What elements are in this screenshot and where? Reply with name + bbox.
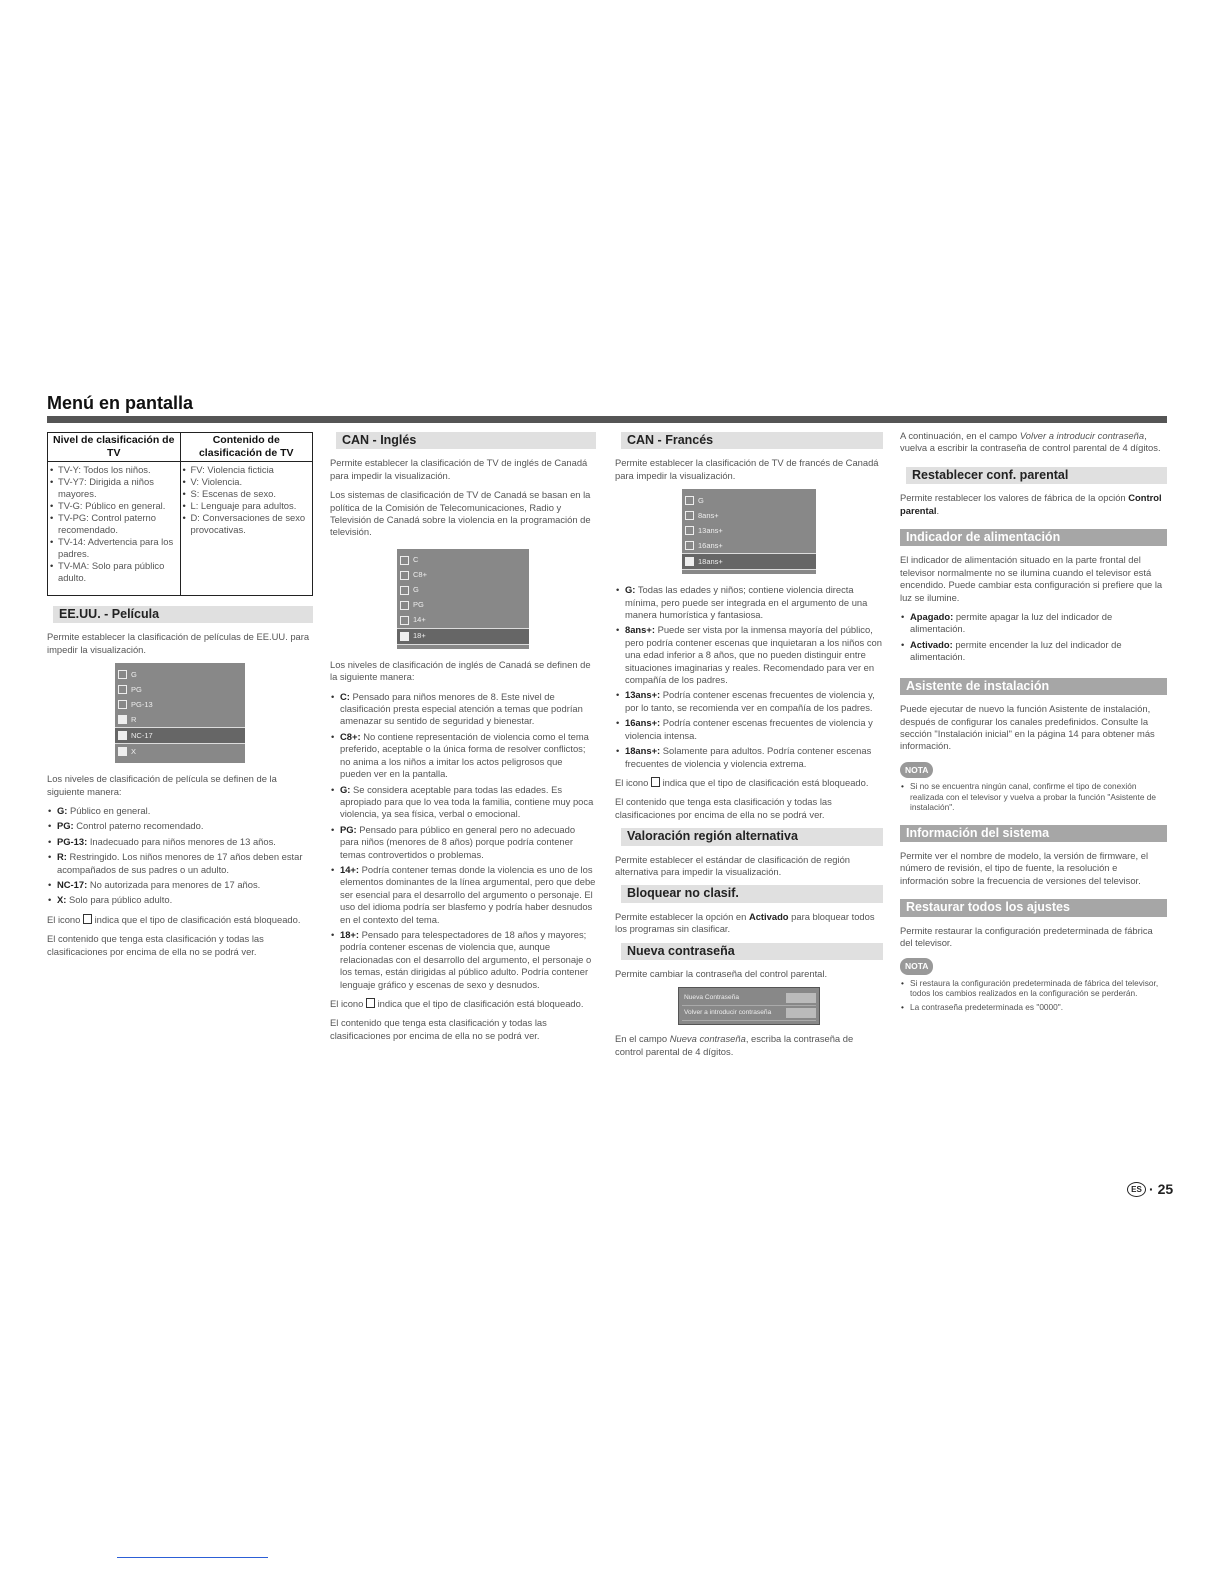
definition-term: X: bbox=[57, 894, 67, 906]
definition-text: Solo para público adulto. bbox=[68, 894, 173, 906]
block-unrated-text bbox=[615, 911, 883, 936]
lock-note bbox=[330, 998, 596, 1010]
definition-term: 8ans+: bbox=[625, 624, 655, 636]
lock-note bbox=[615, 777, 883, 789]
confirm-password-label: Volver a introducir contraseña bbox=[684, 1009, 772, 1017]
definition-text: Restringido. Los niños menores de 17 años deben estar acompañados de sus padres o un adulto. bbox=[57, 851, 303, 875]
menu-item-label: C bbox=[413, 555, 419, 565]
rating-table-header-content: Contenido de clasificación de TV bbox=[180, 433, 313, 462]
page-number-value: 25 bbox=[1157, 1181, 1174, 1197]
checkbox-icon bbox=[685, 526, 694, 535]
definition-item bbox=[47, 820, 313, 832]
menu-item-pg13[interactable] bbox=[115, 697, 245, 712]
lock-icon bbox=[651, 777, 660, 787]
definition-item bbox=[47, 851, 313, 876]
column-4 bbox=[900, 430, 1167, 1019]
note-item: • La contraseña predeterminada es "0000". bbox=[900, 1002, 1167, 1013]
rating-levels-cell bbox=[48, 462, 181, 596]
usa-movie-defs-intro: Los niveles de clasificación de película se definen de la siguiente manera: bbox=[47, 773, 277, 797]
definition-item bbox=[615, 624, 883, 686]
menu-item-label: 18+ bbox=[413, 631, 426, 641]
reset-parental-post: . bbox=[936, 504, 940, 516]
definition-term: PG: bbox=[57, 820, 74, 832]
rating-content-item: • FV: Violencia ficticia bbox=[183, 464, 311, 476]
new-password-outro bbox=[615, 1033, 883, 1058]
definition-text: Podría contener escenas frecuentes de violencia y, por lo tanto, se recomienda ver en compañía de los padres. bbox=[625, 689, 875, 713]
usa-movie-outro: El contenido que tenga esta clasificación y todas las clasificaciones por encima de ella no se podrá ver. bbox=[47, 933, 264, 957]
power-indicator-options bbox=[900, 611, 1167, 664]
rating-level-item: • TV-PG: Control paterno recomendado. bbox=[50, 512, 178, 536]
rating-level-item: • TV-14: Advertencia para los padres. bbox=[50, 536, 178, 560]
definition-item bbox=[330, 929, 596, 991]
option-term: Apagado: bbox=[910, 611, 954, 623]
menu-item-label: PG bbox=[413, 600, 424, 610]
definition-text: No contiene representación de violencia como el tema preferido, aceptable o la única forma de resolver conflictos; no anima a los niños a imitar los actos peligrosos que pueden ver en la pantalla. bbox=[340, 730, 589, 780]
menu-item-label: 13ans+ bbox=[698, 525, 723, 535]
lock-icon bbox=[400, 632, 409, 641]
block-unrated-post: para bloquear todos los programas sin clasificar. bbox=[615, 910, 875, 935]
confirm-password-em: Volver a introducir contraseña bbox=[1019, 430, 1145, 441]
lock-note-pre: El icono bbox=[47, 913, 81, 925]
definition-text: Puede ser vista por la inmensa mayoría del público, pero podría contener escenas que inquietaran a los niños con una edad inferior a 8 años, que no pueden distinguir entre situaciones imaginarias y reales. Recomendado para ver en compañía de los padres. bbox=[625, 624, 882, 686]
rating-table bbox=[47, 432, 313, 596]
definition-item bbox=[615, 745, 883, 770]
lock-note-post: indica que el tipo de clasificación está bloqueado. bbox=[94, 913, 301, 925]
menu-item-g[interactable] bbox=[115, 667, 245, 682]
checkbox-icon bbox=[685, 496, 694, 505]
menu-item-label: R bbox=[131, 714, 137, 724]
rating-content-item: • S: Escenas de sexo. bbox=[183, 488, 311, 500]
lock-icon bbox=[685, 557, 694, 566]
checkbox-icon bbox=[118, 700, 127, 709]
lock-icon bbox=[118, 715, 127, 724]
confirm-password-row bbox=[682, 1006, 816, 1021]
definition-item bbox=[47, 805, 313, 817]
menu-item-g[interactable] bbox=[682, 493, 816, 508]
rating-contents-cell bbox=[180, 462, 313, 596]
definition-term: 13ans+: bbox=[625, 689, 661, 701]
menu-item-nc17[interactable] bbox=[115, 727, 245, 744]
lock-note-pre: El icono bbox=[615, 776, 649, 788]
column-3 bbox=[615, 430, 883, 1065]
checkbox-icon bbox=[400, 556, 409, 565]
checkbox-icon bbox=[400, 586, 409, 595]
power-indicator-text: El indicador de alimentación situado en la parte frontal del televisor normalmente no se ilumina cuando el televisor está encendido. Puede cambiar esta configuración si prefiere que la luz se ilumine. bbox=[900, 554, 1163, 603]
page-number bbox=[1127, 1181, 1173, 1197]
system-info-text: Permite ver el nombre de modelo, la versión de firmware, el número de revisión, el tipo de fuente, la resolución e información sobre la frecuencia de versiones del televisor. bbox=[900, 850, 1149, 886]
definition-text: Todas las edades y niños; contiene violencia directa mínima, pero puede ser integrada en el argumento de una manera humorística y fantasiosa. bbox=[625, 584, 868, 621]
menu-item-pg[interactable] bbox=[397, 598, 529, 613]
menu-item-label: NC-17 bbox=[131, 730, 153, 740]
new-password-outro-pre: En el campo bbox=[615, 1033, 668, 1045]
nota-badge: NOTA bbox=[900, 958, 933, 974]
lock-icon bbox=[83, 914, 92, 924]
can-fr-header: CAN - Francés bbox=[615, 432, 883, 449]
can-en-para2: Los sistemas de clasificación de TV de Canadá se basan en la política de la Comisión de Telecomunicaciones, Radio y Televisión de Canadá sobre la violencia en la programación de televisión. bbox=[330, 489, 591, 538]
definition-text: Público en general. bbox=[70, 805, 151, 817]
menu-item-label: 8ans+ bbox=[698, 510, 719, 520]
definition-item bbox=[615, 717, 883, 742]
definition-item bbox=[330, 784, 596, 821]
menu-item-c8[interactable] bbox=[397, 568, 529, 583]
definition-term: PG: bbox=[340, 823, 357, 835]
menu-item-18[interactable] bbox=[397, 628, 529, 645]
new-password-outro-em: Nueva contraseña bbox=[669, 1033, 746, 1045]
can-fr-outro: El contenido que tenga esta clasificación y todas las clasificaciones por encima de ella no se podrá ver. bbox=[615, 796, 832, 820]
checkbox-icon bbox=[118, 670, 127, 679]
confirm-password-text bbox=[900, 430, 1167, 455]
block-unrated-pre: Permite establecer la opción en bbox=[615, 910, 747, 922]
definition-term: 18ans+: bbox=[625, 745, 661, 757]
lock-note-post: indica que el tipo de clasificación está bloqueado. bbox=[662, 776, 869, 788]
can-fr-intro: Permite establecer la clasificación de TV de francés de Canadá para impedir la visualización. bbox=[615, 457, 879, 481]
rating-level-item: • TV-Y7: Dirigida a niños mayores. bbox=[50, 476, 178, 500]
menu-item-c[interactable] bbox=[397, 553, 529, 568]
definition-text: Pensado para público en general pero no adecuado para niños (menores de 8 años) porque podría contener temas controvertidos o problemas. bbox=[340, 823, 576, 860]
reset-parental-text bbox=[900, 492, 1167, 517]
restore-all-text: Permite restaurar la configuración predeterminada de fábrica del televisor. bbox=[900, 924, 1153, 949]
setup-wizard-header: Asistente de instalación bbox=[900, 678, 1167, 695]
new-password-outro-post: , escriba la contraseña de control parental de 4 dígitos. bbox=[615, 1033, 854, 1057]
checkbox-icon bbox=[685, 511, 694, 520]
definition-term: G: bbox=[57, 805, 68, 817]
menu-item-13ans[interactable] bbox=[682, 523, 816, 538]
rating-level-item: • TV-Y: Todos los niños. bbox=[50, 464, 178, 476]
checkbox-icon bbox=[400, 616, 409, 625]
menu-item-r[interactable] bbox=[115, 712, 245, 727]
can-en-defs-intro: Los niveles de clasificación de inglés de Canadá se definen de la siguiente manera: bbox=[330, 658, 591, 683]
menu-item-18ans[interactable] bbox=[682, 553, 816, 570]
definition-text: Pensado para telespectadores de 18 años y mayores; podría contener escenas de violencia que, aunque relacionadas con el desarrollo del argumento, el personaje o los temas, están dirigidas al público adulto. Podría contener lenguaje gráfico y escenas de sexo y desnudos. bbox=[340, 928, 592, 990]
option-text: permite apagar la luz del indicador de alimentación. bbox=[910, 611, 1113, 635]
definition-term: C: bbox=[340, 690, 350, 702]
definition-term: 16ans+: bbox=[625, 717, 661, 729]
note-item: • Si no se encuentra ningún canal, confirme el tipo de conexión realizada con el televisor y vuelva a probar la función "Asistente de instalación". bbox=[900, 781, 1167, 813]
option-text: permite encender la luz del indicador de alimentación. bbox=[910, 638, 1122, 663]
page-title: Menú en pantalla bbox=[47, 393, 194, 413]
usa-movie-header: EE.UU. - Película bbox=[47, 606, 313, 623]
option-item bbox=[900, 611, 1167, 636]
definition-item bbox=[47, 879, 313, 891]
definition-text: Solamente para adultos. Podría contener escenas frecuentes de violencia y violencia extrema. bbox=[625, 745, 872, 769]
setup-wizard-text: Puede ejecutar de nuevo la función Asistente de instalación, después de configurar los canales predefinidos. Consulte la sección "Instalación inicial" en la página 14 para obtener más información. bbox=[900, 703, 1155, 752]
nota-badge: NOTA bbox=[900, 762, 933, 778]
can-en-menu bbox=[397, 549, 529, 649]
definition-item bbox=[330, 731, 596, 781]
menu-item-x[interactable] bbox=[115, 744, 245, 759]
lock-icon bbox=[118, 731, 127, 740]
confirm-password-post: , vuelva a escribir la contraseña de control parental de 4 dígitos. bbox=[900, 430, 1161, 454]
new-password-field[interactable] bbox=[786, 993, 816, 1003]
lock-note-pre: El icono bbox=[330, 998, 364, 1009]
setup-wizard-notes bbox=[900, 781, 1167, 813]
menu-item-label: 14+ bbox=[413, 615, 426, 625]
menu-item-label: PG bbox=[131, 684, 142, 694]
new-password-label: Nueva Contraseña bbox=[684, 994, 739, 1002]
alt-region-text: Permite establecer el estándar de clasificación de región alternativa para impedir la visualización. bbox=[615, 853, 851, 877]
checkbox-icon bbox=[400, 571, 409, 580]
can-en-outro: El contenido que tenga esta clasificación y todas las clasificaciones por encima de ella no se podrá ver. bbox=[330, 1017, 547, 1041]
title-rule bbox=[47, 416, 1167, 423]
rating-level-item: • TV-G: Público en general. bbox=[50, 500, 178, 512]
definition-item bbox=[615, 584, 883, 621]
option-term: Activado: bbox=[910, 638, 953, 650]
definition-item bbox=[330, 691, 596, 728]
definition-item bbox=[47, 836, 313, 848]
usa-movie-menu bbox=[115, 663, 245, 763]
column-2 bbox=[330, 430, 596, 1049]
reset-parental-bold: Control parental bbox=[900, 492, 1162, 516]
definition-text: Se considera aceptable para todas las edades. Es apropiado para que lo vea toda la familia, contiene muy poca violencia, ya sea física, verbal o emocional. bbox=[340, 783, 594, 820]
definition-term: G: bbox=[625, 584, 636, 596]
rating-table-header-level: Nivel de clasificación de TV bbox=[48, 433, 181, 462]
definition-term: G: bbox=[340, 783, 351, 795]
definition-text: Inadecuado para niños menores de 13 años. bbox=[89, 835, 276, 847]
definition-text: Pensado para niños menores de 8. Este nivel de clasificación presta especial atención a temas que podrían amenazar su sentido de seguridad y bienestar. bbox=[340, 690, 583, 727]
new-password-header: Nueva contraseña bbox=[615, 943, 883, 960]
definition-term: PG-13: bbox=[57, 835, 88, 847]
confirm-password-pre: A continuación, en el campo bbox=[900, 430, 1018, 441]
definition-text: Control paterno recomendado. bbox=[76, 820, 204, 832]
definition-item bbox=[47, 894, 313, 906]
confirm-password-field[interactable] bbox=[786, 1008, 816, 1018]
usa-movie-defs bbox=[47, 805, 313, 907]
reset-parental-pre: Permite restablecer los valores de fábrica de la opción bbox=[900, 492, 1126, 504]
password-dialog bbox=[678, 987, 820, 1025]
menu-item-label: 18ans+ bbox=[698, 556, 723, 566]
definition-term: C8+: bbox=[340, 730, 361, 742]
reset-parental-header: Restablecer conf. parental bbox=[900, 467, 1167, 484]
menu-item-8ans[interactable] bbox=[682, 508, 816, 523]
lock-icon bbox=[118, 747, 127, 756]
definition-term: 14+: bbox=[340, 863, 360, 875]
can-en-intro: Permite establecer la clasificación de TV de inglés de Canadá para impedir la visualización. bbox=[330, 457, 588, 481]
block-unrated-bold: Activado bbox=[748, 910, 789, 922]
footer-line bbox=[117, 1557, 268, 1558]
menu-item-pg[interactable] bbox=[115, 682, 245, 697]
definition-item bbox=[615, 689, 883, 714]
can-fr-defs bbox=[615, 584, 883, 770]
menu-item-label: C8+ bbox=[413, 570, 427, 580]
definition-term: R: bbox=[57, 851, 67, 863]
column-1 bbox=[47, 430, 313, 965]
page-separator: · bbox=[1149, 1181, 1154, 1197]
rating-content-item: • L: Lenguaje para adultos. bbox=[183, 500, 311, 512]
lock-note-post: indica que el tipo de clasificación está bloqueado. bbox=[377, 998, 584, 1009]
can-en-defs bbox=[330, 691, 596, 991]
new-password-row bbox=[682, 991, 816, 1006]
definition-item bbox=[330, 864, 596, 926]
definition-text: Podría contener escenas frecuentes de violencia y violencia intensa. bbox=[625, 717, 873, 741]
menu-item-14[interactable] bbox=[397, 613, 529, 628]
definition-text: Podría contener temas donde la violencia es uno de los elementos dominantes de la línea argumental, pero que debe ser esencial para el desarrollo del argumento o personaje. El uso del idioma podría ser blasfemo y podría haber desnudos en el contexto del tema. bbox=[340, 863, 596, 925]
rating-level-item: • TV-MA: Solo para público adulto. bbox=[50, 560, 178, 584]
restore-all-header: Restaurar todos los ajustes bbox=[900, 899, 1167, 916]
definition-term: 18+: bbox=[340, 928, 360, 940]
menu-item-g[interactable] bbox=[397, 583, 529, 598]
menu-item-label: X bbox=[131, 746, 137, 756]
menu-item-16ans[interactable] bbox=[682, 538, 816, 553]
definition-item bbox=[330, 824, 596, 861]
option-item bbox=[900, 639, 1167, 664]
menu-item-label: PG-13 bbox=[131, 699, 153, 709]
block-unrated-header: Bloquear no clasif. bbox=[615, 885, 883, 902]
power-indicator-header: Indicador de alimentación bbox=[900, 529, 1167, 546]
menu-item-label: G bbox=[698, 495, 704, 505]
new-password-text: Permite cambiar la contraseña del control parental. bbox=[615, 967, 828, 979]
system-info-header: Información del sistema bbox=[900, 825, 1167, 842]
note-item: • Si restaura la configuración predeterminada de fábrica del televisor, todos los cambios realizados en la configuración se perderán. bbox=[900, 978, 1167, 999]
lock-icon bbox=[366, 998, 375, 1008]
alt-region-header: Valoración región alternativa bbox=[615, 828, 883, 845]
lock-note bbox=[47, 914, 313, 926]
checkbox-icon bbox=[118, 685, 127, 694]
menu-item-label: G bbox=[131, 669, 137, 679]
can-en-header: CAN - Inglés bbox=[330, 432, 596, 449]
rating-content-item: • V: Violencia. bbox=[183, 476, 311, 488]
rating-content-item: • D: Conversaciones de sexo provocativas. bbox=[183, 512, 311, 536]
menu-item-label: 16ans+ bbox=[698, 540, 723, 550]
definition-text: No autorizada para menores de 17 años. bbox=[89, 879, 261, 891]
checkbox-icon bbox=[400, 601, 409, 610]
can-fr-menu bbox=[682, 489, 816, 574]
language-badge: ES bbox=[1127, 1182, 1146, 1197]
definition-term: NC-17: bbox=[57, 879, 88, 891]
checkbox-icon bbox=[685, 541, 694, 550]
menu-item-label: G bbox=[413, 585, 419, 595]
usa-movie-intro: Permite establecer la clasificación de películas de EE.UU. para impedir la visualización. bbox=[47, 631, 310, 655]
restore-all-notes bbox=[900, 978, 1167, 1013]
